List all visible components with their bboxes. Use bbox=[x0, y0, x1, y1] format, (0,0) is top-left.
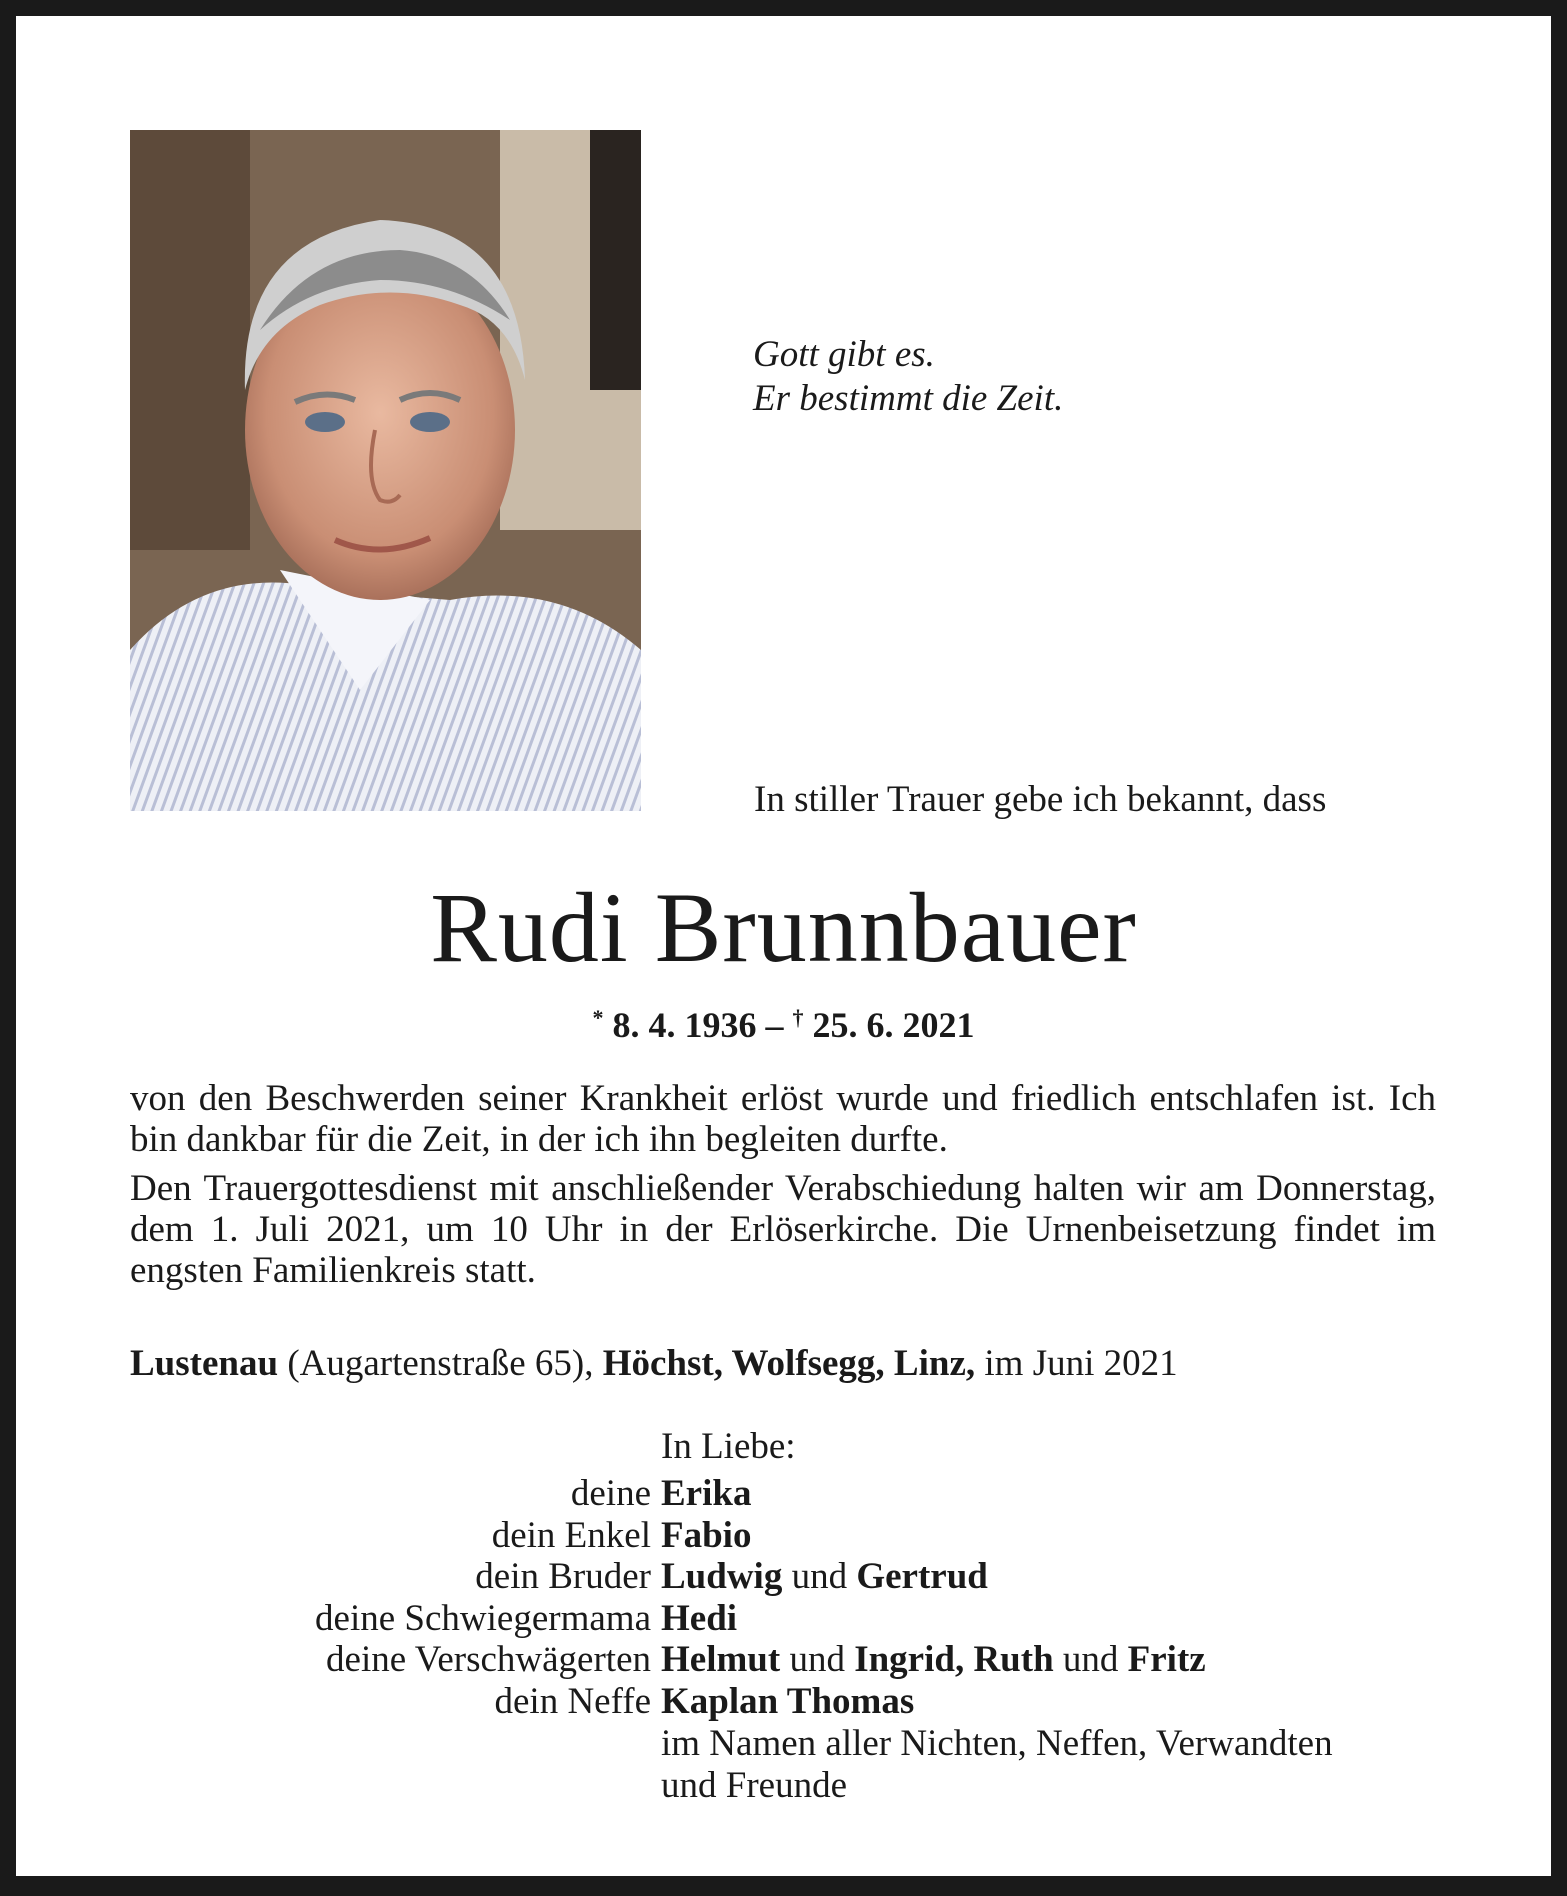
place-city: Lustenau bbox=[130, 1343, 279, 1384]
mourner-name: Hedi bbox=[661, 1597, 738, 1639]
motto-line-1: Gott gibt es. bbox=[753, 334, 935, 375]
mourner-names bbox=[661, 1598, 1460, 1640]
mourner-row bbox=[130, 1515, 1460, 1557]
place-and-date bbox=[130, 1342, 1178, 1386]
mourner-name: Fabio bbox=[661, 1514, 752, 1556]
motto-line-2: Er bestimmt die Zeit. bbox=[753, 378, 1064, 419]
mourner-name: Fritz bbox=[1127, 1639, 1206, 1680]
mourner-relation: deine Verschwägerten bbox=[326, 1639, 651, 1680]
in-liebe-heading: In Liebe: bbox=[661, 1426, 796, 1467]
mourner-relation: dein Neffe bbox=[494, 1680, 651, 1722]
mourner-names bbox=[661, 1473, 1460, 1515]
mourner-conjunction: und bbox=[782, 1556, 857, 1597]
mourners-list bbox=[130, 1473, 1460, 1722]
closing-text bbox=[661, 1723, 1333, 1806]
motto-quote bbox=[753, 333, 1063, 421]
mourner-relation: dein Bruder bbox=[475, 1556, 651, 1597]
mourner-names bbox=[661, 1515, 1460, 1557]
closing-line-2: und Freunde bbox=[661, 1764, 847, 1806]
mourner-name: Ingrid, Ruth bbox=[854, 1639, 1054, 1680]
announcement-body bbox=[130, 1078, 1436, 1299]
mourner-row bbox=[130, 1639, 1460, 1681]
death-date: 25. 6. 2021 bbox=[812, 1005, 975, 1045]
birth-symbol: * bbox=[592, 1005, 604, 1030]
mourner-name: Ludwig bbox=[661, 1556, 783, 1597]
mourner-name: Kaplan Thomas bbox=[661, 1680, 915, 1722]
mourner-names bbox=[661, 1681, 1460, 1723]
mourner-name: Gertrud bbox=[856, 1556, 988, 1597]
announcement-paragraph-1: von den Beschwerden seiner Krankheit erlöst wurde und friedlich entschlafen ist. Ich bin dankbar für die Zeit, in der ich ihn begleiten durfte. bbox=[130, 1078, 1436, 1160]
mourner-row bbox=[130, 1473, 1460, 1515]
announcement-paragraph-2: Den Trauergottesdienst mit anschließender Verabschiedung halten wir am Donnerstag, dem 1. Juli 2021, um 10 Uhr in der Erlöserkirche. Die Urnenbeisetzung findet im engsten Familienkreis statt. bbox=[130, 1168, 1436, 1291]
date-separator: – bbox=[765, 1005, 784, 1045]
death-symbol: † bbox=[792, 1005, 804, 1030]
life-dates bbox=[0, 996, 1567, 1047]
closing-line-1: im Namen aller Nichten, Neffen, Verwandten bbox=[661, 1723, 1333, 1764]
mourner-conjunction: und bbox=[1053, 1639, 1128, 1680]
mourner-relation: deine bbox=[570, 1473, 651, 1514]
mourner-row bbox=[130, 1598, 1460, 1640]
place-others: Höchst, Wolfsegg, Linz, bbox=[602, 1343, 976, 1384]
portrait-photo bbox=[130, 130, 641, 811]
mourner-name: Erika bbox=[661, 1473, 752, 1514]
intro-text: In stiller Trauer gebe ich bekannt, dass bbox=[754, 779, 1327, 820]
mourner-row bbox=[130, 1681, 1460, 1723]
mourner-relation: dein Enkel bbox=[491, 1514, 651, 1556]
mourner-names bbox=[661, 1639, 1460, 1681]
place-date: im Juni 2021 bbox=[984, 1343, 1178, 1384]
birth-date: 8. 4. 1936 bbox=[612, 1005, 757, 1045]
mourner-name: Helmut bbox=[661, 1639, 781, 1680]
mourner-names bbox=[661, 1556, 1460, 1598]
mourner-conjunction: und bbox=[780, 1639, 855, 1680]
place-address: (Augartenstraße 65), bbox=[287, 1343, 594, 1384]
mourner-row bbox=[130, 1556, 1460, 1598]
deceased-name: Rudi Brunnbauer bbox=[430, 872, 1137, 983]
mourner-relation: deine Schwiegermama bbox=[315, 1597, 651, 1639]
